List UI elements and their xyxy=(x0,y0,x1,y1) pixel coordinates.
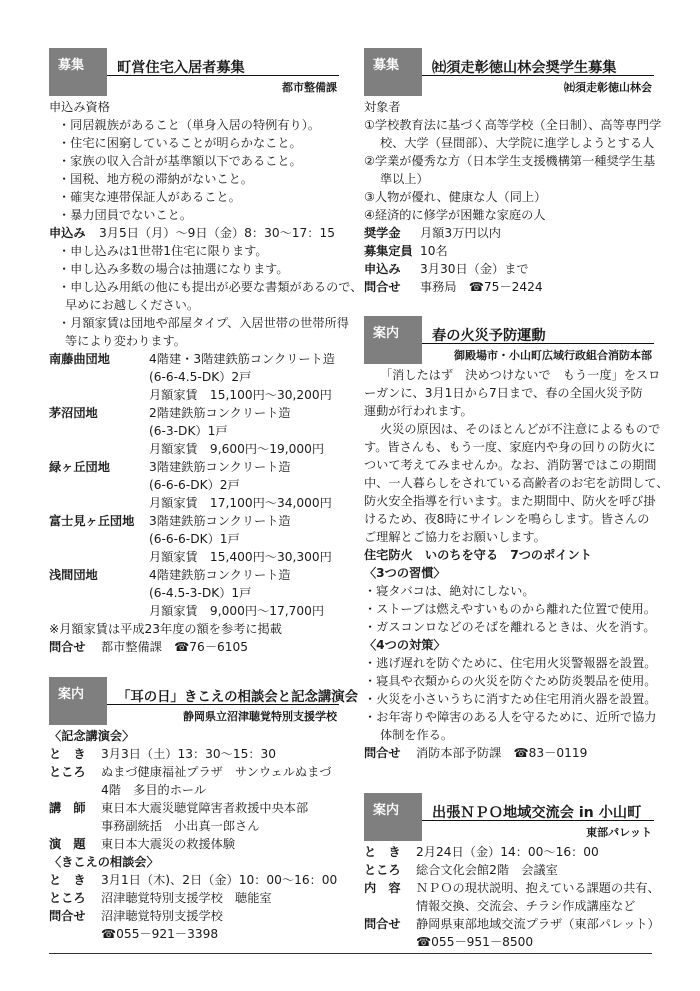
danchi-structure: 2階建鉄筋コンクリート造 xyxy=(149,406,291,420)
sub-heading: 〈3つの習慣〉 xyxy=(364,566,446,580)
paragraph-line: 運動が行われます。 xyxy=(364,404,473,418)
info-row: ところ 沼津聴覚特別支援学校 聴能室 xyxy=(49,891,272,905)
info-row: ところ 総合文化会館2階 会議室 xyxy=(364,863,558,877)
danchi-name: 南藤曲団地 xyxy=(49,352,110,366)
article-department: 御殿場市・小山町広域行政組合消防本部 xyxy=(454,349,652,362)
danchi-name: 富士見ヶ丘団地 xyxy=(49,514,135,528)
body-line: ・確実な連帯保証人があること。 xyxy=(58,190,241,204)
article-department: ㈳須走彰徳山林会 xyxy=(564,81,652,94)
info-row: と き 2月24日（金）14：00～16：00 xyxy=(364,845,599,859)
measure-item: 体制を作る。 xyxy=(380,728,454,742)
info-row: ☎055－951－8500 xyxy=(416,935,534,949)
info-row: 募集定員 10名 xyxy=(364,244,448,258)
article-body xyxy=(49,727,339,943)
apply-value: 3月5日（月）～9日（金）8：30～17：15 xyxy=(99,226,335,240)
article-title: 春の火災予防運動 xyxy=(422,316,654,344)
danchi-name: 緑ヶ丘団地 xyxy=(49,460,110,474)
point-title: 住宅防火 いのちを守る 7つのポイント xyxy=(364,548,592,562)
danchi-row xyxy=(49,566,339,584)
paragraph-line: けるため、夜8時にサイレンを鳴らします。皆さんの xyxy=(364,512,650,526)
note-line: ・月額家賃は団地や部屋タイプ、入居世帯の世帯所得 xyxy=(58,316,349,330)
contact-label: 問合せ xyxy=(49,640,86,654)
section-heading: 〈きこえの相談会〉 xyxy=(49,855,159,869)
paragraph-line: 防火安全指導を行います。また期間中、防火を呼び掛 xyxy=(364,494,656,508)
article-department: 都市整備課 xyxy=(282,81,337,94)
info-row: ☎055－921－3398 xyxy=(101,927,219,941)
info-row: ところ ぬまづ健康福祉プラザ サンウェルぬまづ xyxy=(49,765,332,779)
section-heading: 〈記念講演会〉 xyxy=(49,729,135,743)
body-line: ・同居親族があること（単身入居の特例有り）。 xyxy=(58,118,321,132)
danchi-rent: 月額家賃 15,100円～30,200円 xyxy=(149,388,332,402)
body-line: ・国税、地方税の滞納がないこと。 xyxy=(58,172,253,186)
danchi-structure: 4階建・3階建鉄筋コンクリート造 xyxy=(149,352,335,366)
paragraph-line: ーガンに、3月1日から7日まで、春の全国火災予防 xyxy=(364,386,643,400)
measure-item: ・寝具や衣類からの火災を防ぐため防炎製品を使用。 xyxy=(364,674,657,688)
article-title: ㈳須走彰徳山林会奨学生募集 xyxy=(422,48,654,76)
paragraph-line: 火災の原因は、そのほとんどが不注意によるもので xyxy=(380,422,661,436)
apply-row xyxy=(49,224,339,242)
info-row: と き 3月3日（土）13：30～15：30 xyxy=(49,747,277,761)
info-row: 問合せ 事務局 ☎75－2424 xyxy=(364,280,543,294)
info-row: 内 容 ＮＰＯの現状説明、抱えている課題の共有、 xyxy=(364,881,660,895)
paragraph-line: ついて考えてみませんか。なお、消防署ではこの期間 xyxy=(364,458,657,472)
danchi-units: (6-3-DK）1戸 xyxy=(149,424,228,438)
sub-heading: 〈4つの対策〉 xyxy=(364,638,446,652)
article-header xyxy=(364,48,654,96)
article-title: 「耳の日」きこえの相談会と記念講演会 xyxy=(107,677,339,705)
paragraph-line: 中、一人暮らしをされている高齢者のお宅を訪問して、 xyxy=(364,476,669,490)
body-line: ③人物が優れ、健康な人（同上） xyxy=(364,190,547,204)
measure-item: ・火災を小さいうちに消すため住宅用消火器を設置。 xyxy=(364,692,657,706)
article-scholarship xyxy=(364,48,662,296)
article-title: 出張ＮＰＯ地域交流会 in 小山町 xyxy=(422,793,654,821)
danchi-units: (6-6-6-DK）2戸 xyxy=(149,478,240,492)
note-line: ・申し込みは1世帯1住宅に限ります。 xyxy=(58,244,268,258)
article-body xyxy=(364,366,669,762)
body-line: 対象者 xyxy=(364,100,401,114)
danchi-structure: 4階建鉄筋コンクリート造 xyxy=(149,568,291,582)
body-line: ・家族の収入合計が基準額以下であること。 xyxy=(58,154,302,168)
article-body xyxy=(49,98,363,656)
body-line: ①学校教育法に基づく高等学校（全日制）、高等専門学 xyxy=(364,118,662,132)
category-tag: 案内 xyxy=(49,677,107,725)
danchi-units: (6-4.5-3-DK）1戸 xyxy=(149,586,252,600)
danchi-structure: 3階建鉄筋コンクリート造 xyxy=(149,460,291,474)
article-body xyxy=(364,843,660,951)
note-line: 等により変わります。 xyxy=(65,334,186,348)
footnote: ※月額家賃は平成23年度の額を参考に掲載 xyxy=(49,622,282,636)
article-header xyxy=(364,316,654,364)
contact-row xyxy=(49,638,339,656)
article-housing xyxy=(49,48,363,656)
note-line: 早めにお越しください。 xyxy=(65,298,200,312)
danchi-rent: 月額家賃 9,600円～19,000円 xyxy=(149,442,325,456)
bottom-rule xyxy=(49,953,652,954)
danchi-name: 浅間団地 xyxy=(49,568,98,582)
article-header xyxy=(364,793,654,841)
article-department: 静岡県立沼津聴覚特別支援学校 xyxy=(183,710,337,723)
habit-item: ・寝タバコは、絶対にしない。 xyxy=(364,584,535,598)
category-tag: 案内 xyxy=(364,316,422,364)
article-title: 町営住宅入居者募集 xyxy=(107,48,339,76)
contact-row: 問合せ 消防本部予防課 ☎83－0119 xyxy=(364,746,588,760)
danchi-rent: 月額家賃 17,100円～34,000円 xyxy=(149,496,332,510)
danchi-row xyxy=(49,512,339,530)
article-header xyxy=(49,48,339,96)
body-line: 校、大学（昼間部）、大学院に進学しようとする人 xyxy=(380,136,655,150)
danchi-row xyxy=(49,458,339,476)
paragraph-line: ご理解とご協力をお願いします。 xyxy=(364,530,546,544)
body-line: ②学業が優秀な方（日本学生支援機構第一種奨学生基 xyxy=(364,154,656,168)
contact-value: 都市整備課 ☎76－6105 xyxy=(101,640,249,654)
note-line: ・申し込み多数の場合は抽選になります。 xyxy=(58,262,289,276)
danchi-row xyxy=(49,350,339,368)
category-tag: 募集 xyxy=(49,48,107,96)
body-line: 準以上） xyxy=(380,172,429,186)
habit-item: ・ストーブは燃えやすいものから離れた位置で使用。 xyxy=(364,602,656,616)
measure-item: ・お年寄りや障害のある人を守るために、近所で協力 xyxy=(364,710,657,724)
category-tag: 募集 xyxy=(364,48,422,96)
paragraph-line: 「消したはず 決めつけないで もう一度」をスロ xyxy=(380,368,661,382)
article-fire-prevention xyxy=(364,316,669,762)
body-line: ④経済的に修学が困難な家庭の人 xyxy=(364,208,546,222)
apply-label: 申込み xyxy=(49,226,86,240)
danchi-units: (6-6-4.5-DK）2戸 xyxy=(149,370,252,384)
category-tag: 案内 xyxy=(364,793,422,841)
info-row: と き 3月1日（木)、2日（金）10：00～16：00 xyxy=(49,873,338,887)
article-body xyxy=(364,98,662,296)
paragraph-line: す。皆さんも、もう一度、家庭内や身の回りの防火に xyxy=(364,440,656,454)
habit-item: ・ガスコンロなどのそばを離れるときは、火を消す。 xyxy=(364,620,656,634)
article-header xyxy=(49,677,359,725)
body-line: ・暴力団員でないこと。 xyxy=(58,208,193,222)
info-row: 講 師 東日本大震災聴覚障害者救援中央本部 xyxy=(49,801,309,815)
danchi-name: 茅沼団地 xyxy=(49,406,98,420)
info-row: 申込み 3月30日（金）まで xyxy=(364,262,529,276)
body-line: 申込み資格 xyxy=(49,100,110,114)
info-row: 演 題 東日本大震災の救援体験 xyxy=(49,837,236,851)
danchi-row xyxy=(49,404,339,422)
article-department: 東部パレット xyxy=(586,826,652,839)
article-npo-exchange xyxy=(364,793,660,951)
info-row: 問合せ 静岡県東部地域交流プラザ（東部パレット） xyxy=(364,917,660,931)
info-row: 情報交換、交流会、チラシ作成講座など xyxy=(416,899,636,913)
note-line: ・申し込み用紙の他にも提出が必要な書類があるので、 xyxy=(58,280,363,294)
measure-item: ・逃げ遅れを防ぐために、住宅用火災警報器を設置。 xyxy=(364,656,657,670)
danchi-rent: 月額家賃 9,000円～17,700円 xyxy=(149,604,325,618)
danchi-units: (6-6-6-DK）1戸 xyxy=(149,532,240,546)
danchi-rent: 月額家賃 15,400円～30,300円 xyxy=(149,550,332,564)
info-row: 奨学金 月額3万円以内 xyxy=(364,226,501,240)
info-row: 事務副統括 小出真一郎さん xyxy=(101,819,260,833)
info-row: 4階 多目的ホール xyxy=(101,783,207,797)
article-hearing-day xyxy=(49,677,359,943)
info-row: 問合せ 沼津聴覚特別支援学校 xyxy=(49,909,223,923)
body-line: ・住宅に困窮していることが明らかなこと。 xyxy=(58,136,302,150)
danchi-structure: 3階建鉄筋コンクリート造 xyxy=(149,514,291,528)
